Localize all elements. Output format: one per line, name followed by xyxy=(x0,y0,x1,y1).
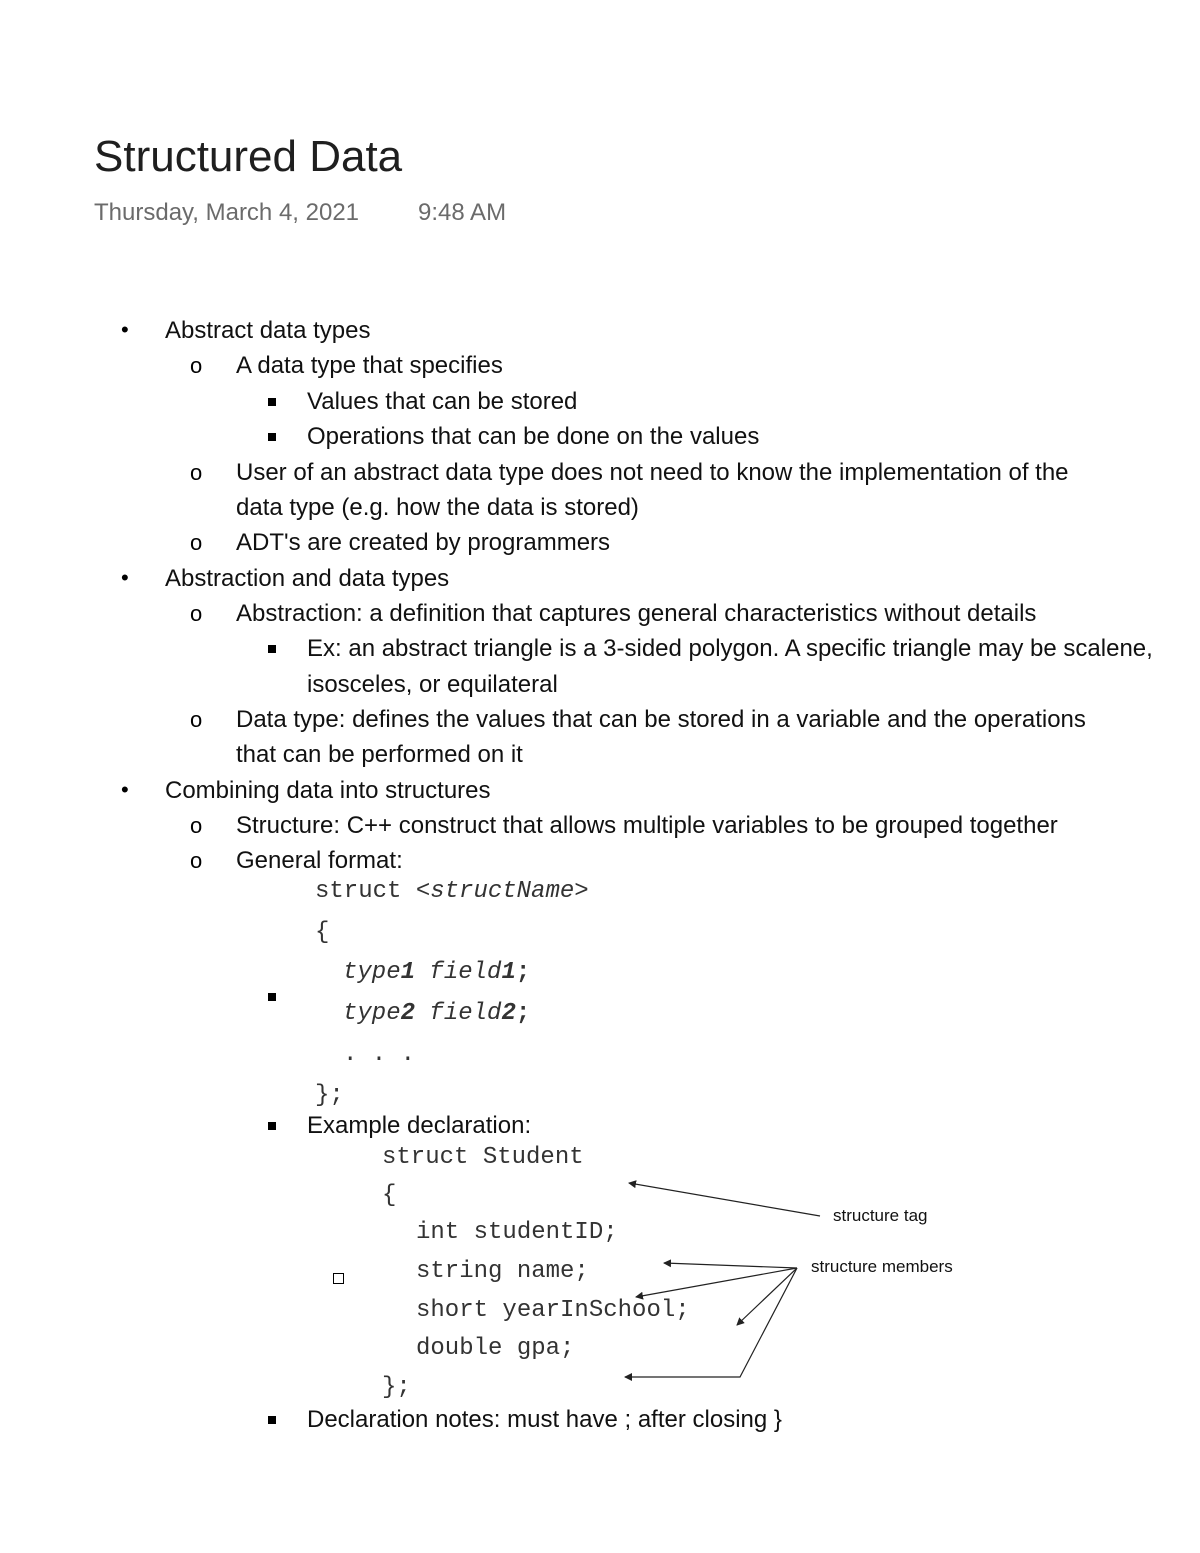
list-item: User of an abstract data type does not need to know the implementation of the xyxy=(236,459,1069,486)
annotation-structure-members: structure members xyxy=(811,1257,953,1276)
code-line: type2 field2; xyxy=(343,1000,531,1027)
code-line: type1 field1; xyxy=(343,959,531,986)
list-item: ADT's are created by programmers xyxy=(236,529,611,556)
list-item: Structure: C++ construct that allows multiple variables to be grouped together xyxy=(236,812,1058,839)
list-item: Ex: an abstract triangle is a 3-sided polygon. A specific triangle may be scalene, xyxy=(307,635,1153,662)
list-item: Combining data into structures xyxy=(165,777,491,804)
bullet-circle: o xyxy=(190,813,203,838)
list-item: Values that can be stored xyxy=(307,388,578,415)
list-item: Operations that can be done on the values xyxy=(307,423,760,450)
code-line: struct <structName> xyxy=(315,878,589,905)
list-item: Abstraction and data types xyxy=(165,565,450,592)
code-line: }; xyxy=(315,1082,344,1109)
list-item: A data type that specifies xyxy=(236,352,503,379)
bullet-disc: • xyxy=(121,777,129,802)
bullet-disc: • xyxy=(121,565,129,590)
list-item-continuation: that can be performed on it xyxy=(236,741,523,768)
bullet-circle: o xyxy=(190,530,203,555)
page-title: Structured Data xyxy=(94,132,403,181)
list-item: Abstract data types xyxy=(165,317,371,344)
note-date: Thursday, March 4, 2021 xyxy=(94,199,360,226)
code-line: double gpa; xyxy=(416,1335,575,1362)
list-item: Abstraction: a definition that captures general characteristics without details xyxy=(236,600,1037,627)
bullet-circle: o xyxy=(190,707,203,732)
code-line: struct Student xyxy=(382,1144,584,1171)
list-item: Example declaration: xyxy=(307,1112,532,1139)
list-item: Declaration notes: must have ; after closing } xyxy=(307,1406,782,1433)
arrow-to-year-in-school xyxy=(737,1268,797,1325)
arrow-to-struct-tag xyxy=(629,1183,820,1216)
bullet-circle: o xyxy=(190,601,203,626)
code-line: int studentID; xyxy=(416,1219,618,1246)
list-item: Data type: defines the values that can be stored in a variable and the operations xyxy=(236,706,1086,733)
bullet-circle: o xyxy=(190,848,203,873)
note-time: 9:48 AM xyxy=(418,199,507,226)
bullet-square xyxy=(268,1416,276,1424)
code-line: short yearInSchool; xyxy=(416,1297,690,1324)
code-line: string name; xyxy=(416,1258,589,1285)
arrow-to-gpa xyxy=(625,1268,797,1377)
bullet-disc: • xyxy=(121,317,129,342)
bullet-circle: o xyxy=(190,353,203,378)
list-item-continuation: isosceles, or equilateral xyxy=(307,671,558,698)
arrow-to-string-name-2 xyxy=(636,1268,797,1297)
arrow-to-string-name xyxy=(664,1263,797,1268)
code-line: . . . xyxy=(343,1041,416,1068)
code-line: }; xyxy=(382,1374,411,1401)
list-item: General format: xyxy=(236,847,403,874)
bullet-circle: o xyxy=(190,460,203,485)
list-item-continuation: data type (e.g. how the data is stored) xyxy=(236,494,639,521)
annotation-structure-tag: structure tag xyxy=(833,1206,928,1225)
code-line: { xyxy=(382,1182,397,1209)
code-line: { xyxy=(315,919,330,946)
